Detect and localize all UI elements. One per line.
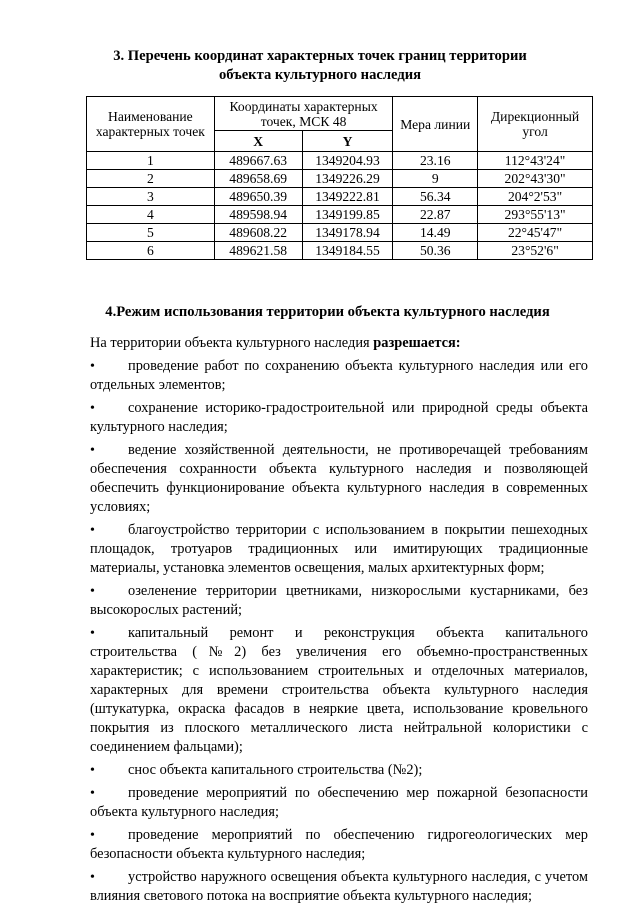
table-row	[87, 170, 593, 188]
cell-angle: 293°55'13"	[478, 206, 593, 224]
cell-x: 489621.58	[214, 242, 302, 260]
section-3-title-line-1: 3. Перечень координат характерных точек границ территории	[113, 48, 527, 64]
header-y: Y	[302, 131, 393, 152]
list-item	[90, 624, 588, 757]
bullet-icon: •	[90, 359, 95, 374]
cell-angle: 22°45'47"	[478, 224, 593, 242]
table-row	[87, 206, 593, 224]
cell-measure: 56.34	[393, 188, 478, 206]
bullet-icon: •	[90, 584, 95, 599]
list-item	[90, 441, 588, 517]
cell-point: 5	[87, 224, 215, 242]
header-measure: Мера линии	[393, 97, 478, 152]
cell-measure: 9	[393, 170, 478, 188]
list-item-text: озеленение территории цветниками, низкорослыми кустарниками, без высокорослых растений;	[90, 583, 588, 618]
cell-point: 2	[87, 170, 215, 188]
cell-y: 1349222.81	[302, 188, 393, 206]
list-item	[90, 868, 588, 906]
list-item-text: благоустройство территории с использованием в покрытии пешеходных площадок, тротуаров традиционных или имитирующих традиционные материалы, установка элементов освещения, малых архитектурных форм;	[90, 522, 588, 576]
cell-measure: 22.87	[393, 206, 478, 224]
cell-y: 1349199.85	[302, 206, 393, 224]
cell-measure: 23.16	[393, 152, 478, 170]
cell-angle: 112°43'24"	[478, 152, 593, 170]
list-item	[90, 582, 588, 620]
bullet-icon: •	[90, 443, 95, 458]
list-item	[90, 784, 588, 822]
section-4-title: 4.Режим использования территории объекта культурного наследия	[105, 304, 550, 320]
header-direction-angle: Дирекционный угол	[478, 97, 593, 152]
bullet-icon: •	[90, 870, 95, 885]
section-4-body	[90, 334, 588, 910]
cell-x: 489608.22	[214, 224, 302, 242]
intro-paragraph	[90, 334, 588, 353]
table-row	[87, 224, 593, 242]
bullet-icon: •	[90, 786, 95, 801]
list-item-text: сохранение историко-градостроительной или природной среды объекта культурного наследия;	[90, 400, 588, 435]
cell-x: 489598.94	[214, 206, 302, 224]
cell-x: 489658.69	[214, 170, 302, 188]
list-item	[90, 521, 588, 578]
cell-point: 3	[87, 188, 215, 206]
list-item-text: снос объекта капитального строительства (№2);	[128, 762, 423, 778]
cell-point: 6	[87, 242, 215, 260]
list-item-text: проведение работ по сохранению объекта культурного наследия или его отдельных элементов;	[90, 358, 588, 393]
coordinates-table	[86, 96, 593, 260]
cell-measure: 50.36	[393, 242, 478, 260]
bullet-icon: •	[90, 626, 95, 641]
intro-text: На территории объекта культурного наследия	[90, 335, 374, 351]
cell-measure: 14.49	[393, 224, 478, 242]
list-item	[90, 826, 588, 864]
cell-x: 489667.63	[214, 152, 302, 170]
bullet-icon: •	[90, 523, 95, 538]
table-row	[87, 152, 593, 170]
cell-point: 1	[87, 152, 215, 170]
table-row	[87, 242, 593, 260]
list-item	[90, 761, 588, 780]
section-3-title-line-2: объекта культурного наследия	[218, 67, 422, 83]
cell-angle: 204°2'53"	[478, 188, 593, 206]
table-row	[87, 188, 593, 206]
cell-point: 4	[87, 206, 215, 224]
bullet-icon: •	[90, 401, 95, 416]
list-item-text: ведение хозяйственной деятельности, не противоречащей требованиям обеспечения сохранности объекта культурного наследия и позволяющей обеспечить функционирование объекта культурного наследия в современных условиях;	[90, 442, 588, 515]
list-item	[90, 357, 588, 395]
cell-angle: 23°52'6"	[478, 242, 593, 260]
cell-angle: 202°43'30"	[478, 170, 593, 188]
list-item-text: проведение мероприятий по обеспечению гидрогеологических мер безопасности объекта культурного наследия;	[90, 827, 588, 862]
header-coordinates: Координаты характерных точек, МСК 48	[214, 97, 393, 131]
intro-emphasis: разрешается:	[373, 335, 461, 351]
cell-x: 489650.39	[214, 188, 302, 206]
bullet-icon: •	[90, 763, 95, 778]
list-item-text: капитальный ремонт и реконструкция объекта капитального строительства (№2) без увеличения его объемно-пространственных характеристик; с использованием строительных и отделочных материалов, характерных для времени строительства объекта культурного наследия (штукатурка, окраска фасадов в неяркие цвета, использование кровельного покрытия из плоского металлического листа нейтральной колористики с соединением фальцами);	[90, 625, 588, 755]
cell-y: 1349204.93	[302, 152, 393, 170]
cell-y: 1349184.55	[302, 242, 393, 260]
list-item-text: проведение мероприятий по обеспечению мер пожарной безопасности объекта культурного наследия;	[90, 785, 588, 820]
list-item-text: устройство наружного освещения объекта культурного наследия, с учетом влияния светового потока на восприятие объекта культурного наследия;	[90, 869, 588, 904]
cell-y: 1349178.94	[302, 224, 393, 242]
bullet-icon: •	[90, 828, 95, 843]
header-point-name: Наименование характерных точек	[87, 97, 215, 152]
cell-y: 1349226.29	[302, 170, 393, 188]
header-x: X	[214, 131, 302, 152]
section-3-title	[60, 47, 580, 85]
list-item	[90, 399, 588, 437]
